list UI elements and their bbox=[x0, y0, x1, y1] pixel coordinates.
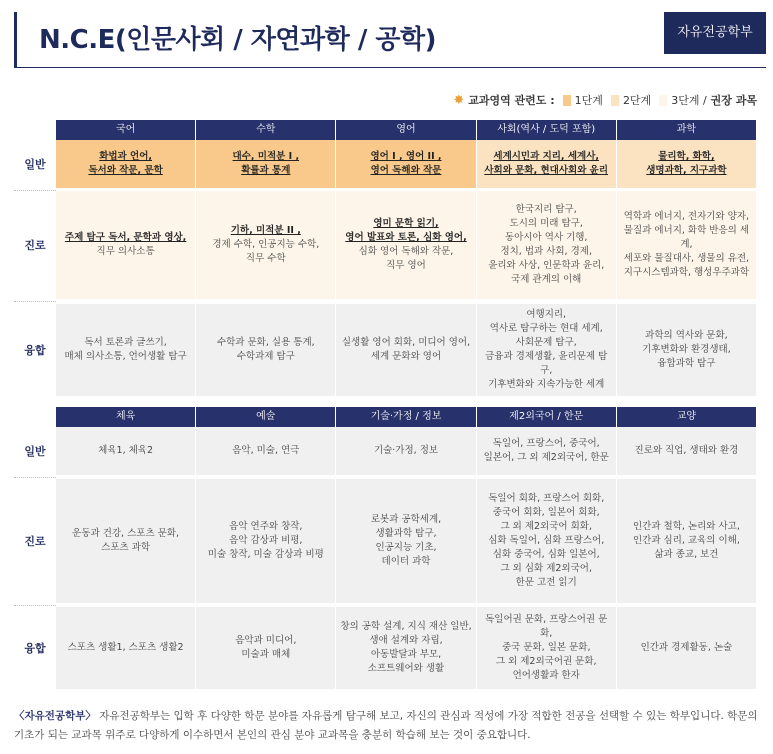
table-cell bbox=[617, 607, 756, 689]
recommended-course: 주제 탐구 독서, 문학과 영상, bbox=[64, 232, 187, 243]
course-line: 실생활 영어 회화, 미디어 영어, bbox=[341, 337, 471, 348]
course-line: 한문 고전 읽기 bbox=[515, 577, 577, 588]
course-line: 직무 수학 bbox=[245, 253, 286, 264]
table-cell bbox=[196, 427, 336, 475]
course-line: 중국 문화, 일본 문화, bbox=[501, 642, 591, 653]
course-line: 사회문제 탐구, bbox=[515, 337, 577, 348]
table-cell bbox=[196, 140, 336, 188]
legend-level2: 2단계 bbox=[622, 94, 652, 107]
column-header: 수학 bbox=[196, 120, 336, 140]
course-line: 음악, 미술, 연극 bbox=[232, 445, 300, 456]
table-row bbox=[14, 607, 756, 689]
table-row bbox=[14, 304, 756, 396]
footer-key: 〈자유전공학부〉 bbox=[14, 710, 96, 722]
table-cell bbox=[196, 479, 336, 603]
column-header: 기술·가정 / 정보 bbox=[336, 407, 476, 427]
row-label: 일반 bbox=[24, 158, 46, 171]
table-cell bbox=[477, 607, 617, 689]
course-line: 국제 관계의 이해 bbox=[511, 274, 582, 285]
course-line: 인간과 심리, 교육의 이해, bbox=[632, 535, 740, 546]
table-cell bbox=[336, 427, 476, 475]
course-line: 스포츠 과학 bbox=[101, 542, 151, 553]
course-line: 기술·가정, 정보 bbox=[373, 445, 439, 456]
course-line: 기후변화와 지속가능한 세계 bbox=[488, 379, 605, 390]
table-cell bbox=[56, 607, 196, 689]
course-line: 인간과 철학, 논리와 사고, bbox=[632, 521, 740, 532]
table-cell bbox=[477, 304, 617, 396]
table-cell bbox=[56, 427, 196, 475]
recommended-course: 영어 발표와 토론, 심화 영어, bbox=[345, 232, 467, 243]
column-header: 사회(역사 / 도덕 포함) bbox=[477, 120, 617, 140]
table-cell bbox=[477, 427, 617, 475]
course-line: 인공지능 기초, bbox=[375, 542, 437, 553]
course-line: 윤리와 사상, 인문학과 윤리, bbox=[488, 260, 605, 271]
course-line: 도시의 미래 탐구, bbox=[509, 218, 583, 229]
recommended-course: 세계시민과 지리, 세계사, bbox=[493, 151, 599, 162]
course-line: 매체 의사소통, 언어생활 탐구 bbox=[64, 351, 187, 362]
legend-swatch-level1 bbox=[563, 95, 571, 106]
table-cell bbox=[336, 191, 476, 299]
row-label: 융합 bbox=[24, 642, 46, 655]
table-cell bbox=[336, 140, 476, 188]
course-line: 기후변화와 환경생태, bbox=[642, 344, 731, 355]
course-line: 직무 영어 bbox=[386, 260, 426, 271]
recommended-course: 영미 문학 읽기, bbox=[373, 218, 439, 229]
legend-level1: 1단계 bbox=[574, 94, 603, 107]
table-cell bbox=[336, 479, 476, 603]
course-line: 삶과 종교, 보건 bbox=[654, 549, 719, 560]
course-line: 스포츠 생활1, 스포츠 생활2 bbox=[67, 642, 184, 653]
department-badge: 자유전공학부 bbox=[664, 12, 766, 54]
course-line: 세계 문화와 영어 bbox=[370, 351, 442, 362]
row-label: 일반 bbox=[24, 445, 46, 458]
table-cell bbox=[477, 191, 617, 299]
recommended-course: 영어 I , 영어 II , bbox=[370, 151, 442, 162]
course-line: 로봇과 공학세계, bbox=[370, 514, 442, 525]
course-line: 한국지리 탐구, bbox=[515, 204, 577, 215]
curriculum-table-core bbox=[14, 120, 756, 398]
course-line: 수학과 문화, 실용 통계, bbox=[216, 337, 315, 348]
recommended-course: 사회와 문화, 현대사회와 윤리 bbox=[484, 165, 609, 176]
course-line: 진로와 직업, 생태와 환경 bbox=[634, 445, 739, 456]
recommended-course: 독서와 작문, 문학 bbox=[88, 165, 163, 176]
table-cell bbox=[477, 140, 617, 188]
column-header: 예술 bbox=[196, 407, 336, 427]
course-line: 독서 토론과 글쓰기, bbox=[84, 337, 167, 348]
page-header bbox=[14, 12, 766, 68]
column-header: 영어 bbox=[336, 120, 476, 140]
table-header-row bbox=[56, 407, 756, 427]
course-line: 수학과제 탐구 bbox=[236, 351, 295, 362]
course-line: 독일어권 문화, 프랑스어권 문화, bbox=[485, 614, 608, 639]
table-cell bbox=[196, 191, 336, 299]
course-line: 심화 영어 독해와 작문, bbox=[358, 246, 454, 257]
legend-label: 교과영역 관련도 : bbox=[468, 94, 555, 107]
course-line: 정치, 법과 사회, 경제, bbox=[500, 246, 592, 257]
course-line: 일본어, 그 외 제2외국어, 한문 bbox=[483, 452, 609, 463]
course-line: 경제 수학, 인공지능 수학, bbox=[212, 239, 320, 250]
recommended-course: 생명과학, 지구과학 bbox=[646, 165, 727, 176]
course-line: 여행지리, bbox=[526, 309, 567, 320]
table-cell bbox=[56, 191, 196, 299]
row-label: 진로 bbox=[24, 535, 46, 548]
course-line: 음악 감상과 비평, bbox=[229, 535, 303, 546]
course-line: 세포와 물질대사, 생물의 유전, bbox=[623, 253, 750, 264]
recommended-course: 물리학, 화학, bbox=[658, 151, 715, 162]
table-row bbox=[14, 191, 756, 299]
course-line: 음악 연주와 창작, bbox=[229, 521, 303, 532]
course-line: 지구시스템과학, 행성우주과학 bbox=[623, 267, 750, 278]
course-line: 중국어 회화, 일본어 회화, bbox=[492, 507, 600, 518]
footer-text: 자유전공학부는 입학 후 다양한 학문 분야를 자유롭게 탐구해 보고, 자신의 관심과 적성에 가장 적합한 전공을 선택할 수 있는 학부입니다. 학문의 기초가 되는 교과목 위주로 다양하게 이수하면서 본인의 관심 분야 교과목을 충분히 학습해 보는 것이 중요합니다. bbox=[14, 710, 758, 741]
star-icon: ✸ bbox=[453, 92, 465, 108]
curriculum-table-others bbox=[14, 407, 756, 691]
course-line: 그 외 제2외국어 회화, bbox=[500, 521, 592, 532]
table-header-row bbox=[56, 120, 756, 140]
page-title: N.C.E(인문사회 / 자연과학 / 공학) bbox=[39, 25, 436, 55]
table-cell bbox=[617, 191, 756, 299]
legend bbox=[453, 92, 757, 108]
course-line: 독일어 회화, 프랑스어 회화, bbox=[488, 493, 605, 504]
row-label: 융합 bbox=[24, 344, 46, 357]
course-line: 생애 설계와 자립, bbox=[369, 635, 443, 646]
table-cell bbox=[196, 304, 336, 396]
column-header: 국어 bbox=[56, 120, 196, 140]
recommended-course: 화법과 언어, bbox=[99, 151, 152, 162]
row-label: 진로 bbox=[24, 239, 46, 252]
course-line: 물질과 에너지, 화학 반응의 세계, bbox=[623, 225, 750, 250]
table-cell bbox=[336, 304, 476, 396]
course-line: 미술과 매체 bbox=[241, 649, 291, 660]
course-line: 미술 창작, 미술 감상과 비평 bbox=[207, 549, 324, 560]
table-row bbox=[14, 427, 756, 475]
legend-level3: 3단계 / bbox=[671, 94, 707, 107]
column-header: 교양 bbox=[617, 407, 756, 427]
course-line: 데이터 과학 bbox=[381, 556, 431, 567]
course-line: 역사로 탐구하는 현대 세계, bbox=[489, 323, 603, 334]
table-cell bbox=[196, 607, 336, 689]
course-line: 아동발달과 부모, bbox=[370, 649, 442, 660]
course-line: 체육1, 체육2 bbox=[98, 445, 154, 456]
table-cell bbox=[56, 304, 196, 396]
course-line: 언어생활과 한자 bbox=[512, 670, 580, 681]
course-line: 동아시아 역사 기행, bbox=[504, 232, 588, 243]
recommended-course: 대수, 미적분 I , bbox=[232, 151, 300, 162]
description-footer bbox=[14, 707, 759, 745]
course-line: 운동과 건강, 스포츠 문화, bbox=[72, 528, 180, 539]
course-line: 음악과 미디어, bbox=[235, 635, 297, 646]
table-cell bbox=[477, 479, 617, 603]
course-line: 독일어, 프랑스어, 중국어, bbox=[492, 438, 600, 449]
column-header: 제2외국어 / 한문 bbox=[477, 407, 617, 427]
table-row bbox=[14, 479, 756, 603]
table-cell bbox=[56, 479, 196, 603]
legend-swatch-level3 bbox=[659, 95, 667, 106]
recommended-course: 기하, 미적분 II , bbox=[230, 225, 301, 236]
column-header: 체육 bbox=[56, 407, 196, 427]
table-cell bbox=[56, 140, 196, 188]
course-line: 심화 독일어, 심화 프랑스어, bbox=[488, 535, 605, 546]
table-cell bbox=[617, 304, 756, 396]
recommended-course: 확률과 통계 bbox=[241, 165, 291, 176]
course-line: 융합과학 탐구 bbox=[657, 358, 716, 369]
course-line: 창의 공학 설계, 지식 재산 일반, bbox=[340, 621, 472, 632]
course-line: 직무 의사소통 bbox=[96, 246, 155, 257]
legend-recommend: 권장 과목 bbox=[710, 94, 757, 107]
course-line: 그 외 제2외국어권 문화, bbox=[495, 656, 597, 667]
legend-swatch-level2 bbox=[611, 95, 619, 106]
course-line: 소프트웨어와 생활 bbox=[367, 663, 445, 674]
recommended-course: 영어 독해와 작문 bbox=[370, 165, 442, 176]
course-line: 그 외 심화 제2외국어, bbox=[500, 563, 592, 574]
course-line: 인간과 경제활동, 논술 bbox=[640, 642, 733, 653]
course-line: 생활과학 탐구, bbox=[375, 528, 437, 539]
course-line: 역학과 에너지, 전자기와 양자, bbox=[623, 211, 750, 222]
course-line: 금융과 경제생활, 윤리문제 탐구, bbox=[485, 351, 608, 376]
column-header: 과학 bbox=[617, 120, 756, 140]
table-cell bbox=[336, 607, 476, 689]
course-line: 심화 중국어, 심화 일본어, bbox=[492, 549, 600, 560]
table-cell bbox=[617, 427, 756, 475]
table-cell bbox=[617, 140, 756, 188]
course-line: 과학의 역사와 문화, bbox=[645, 330, 728, 341]
table-row bbox=[14, 140, 756, 188]
table-cell bbox=[617, 479, 756, 603]
